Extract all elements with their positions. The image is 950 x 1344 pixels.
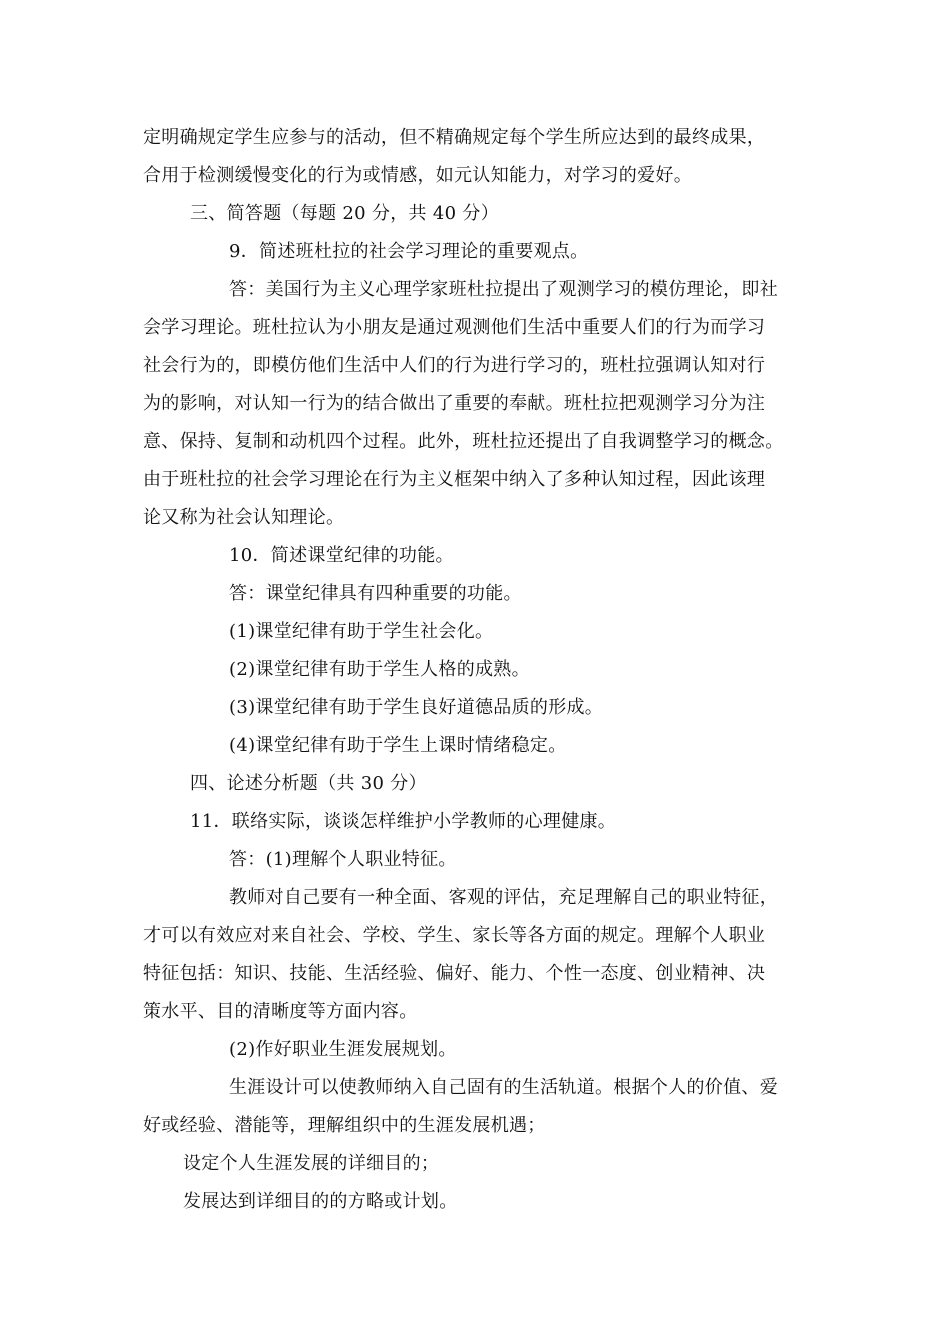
paragraph-line: 策水平、目的清晰度等方面内容。 xyxy=(143,1001,418,1022)
list-item: (3)课堂纪律有助于学生良好道德品质的形成。 xyxy=(229,697,604,718)
question-title: 10．简述课堂纪律的功能。 xyxy=(229,545,454,566)
paragraph-line: 合用于检测缓慢变化的行为或情感，如元认知能力，对学习的爱好。 xyxy=(143,165,692,186)
paragraph-line: 定明确规定学生应参与的活动，但不精确规定每个学生所应达到的最终成果， xyxy=(143,127,766,148)
paragraph-line: 好或经验、潜能等，理解组织中的生涯发展机遇； xyxy=(143,1115,546,1136)
paragraph-line: 生涯设计可以使教师纳入自己固有的生活轨道。根据个人的价值、爱 xyxy=(229,1077,778,1098)
paragraph-line: 会学习理论。班杜拉认为小朋友是通过观测他们生活中重要人们的行为而学习 xyxy=(143,317,766,338)
paragraph-line: 特征包括：知识、技能、生活经验、偏好、能力、个性一态度、创业精神、决 xyxy=(143,963,766,984)
paragraph-line: 教师对自己要有一种全面、客观的评估，充足理解自己的职业特征， xyxy=(229,887,778,908)
paragraph-line: 为的影响，对认知一行为的结合做出了重要的奉献。班杜拉把观测学习分为注 xyxy=(143,393,766,414)
question-title: 9．简述班杜拉的社会学习理论的重要观点。 xyxy=(229,241,589,262)
paragraph-line: 才可以有效应对来自社会、学校、学生、家长等各方面的规定。理解个人职业 xyxy=(143,925,766,946)
list-item: (2)课堂纪律有助于学生人格的成熟。 xyxy=(229,659,530,680)
list-item: (2)作好职业生涯发展规划。 xyxy=(229,1039,457,1060)
paragraph-line: 意、保持、复制和动机四个过程。此外，班杜拉还提出了自我调整学习的概念。 xyxy=(143,431,784,452)
paragraph-line: 由于班杜拉的社会学习理论在行为主义框架中纳入了多种认知过程，因此该理 xyxy=(143,469,766,490)
paragraph-line: 设定个人生涯发展的详细目的； xyxy=(183,1153,440,1174)
paragraph-line: 论又称为社会认知理论。 xyxy=(143,507,345,528)
paragraph-line: 答：课堂纪律具有四种重要的功能。 xyxy=(229,583,522,604)
section-heading: 四、论述分析题（共 30 分） xyxy=(190,773,427,794)
question-title: 11．联络实际，谈谈怎样维护小学教师的心理健康。 xyxy=(190,811,617,832)
list-item: (4)课堂纪律有助于学生上课时情绪稳定。 xyxy=(229,735,567,756)
paragraph-line: 社会行为的，即模仿他们生活中人们的行为进行学习的，班杜拉强调认知对行 xyxy=(143,355,766,376)
paragraph-line: 答：(1)理解个人职业特征。 xyxy=(229,849,457,870)
list-item: (1)课堂纪律有助于学生社会化。 xyxy=(229,621,494,642)
paragraph-line: 发展达到详细目的的方略或计划。 xyxy=(183,1191,458,1212)
section-heading: 三、简答题（每题 20 分，共 40 分） xyxy=(190,203,499,224)
paragraph-line: 答：美国行为主义心理学家班杜拉提出了观测学习的模仿理论，即社 xyxy=(229,279,778,300)
